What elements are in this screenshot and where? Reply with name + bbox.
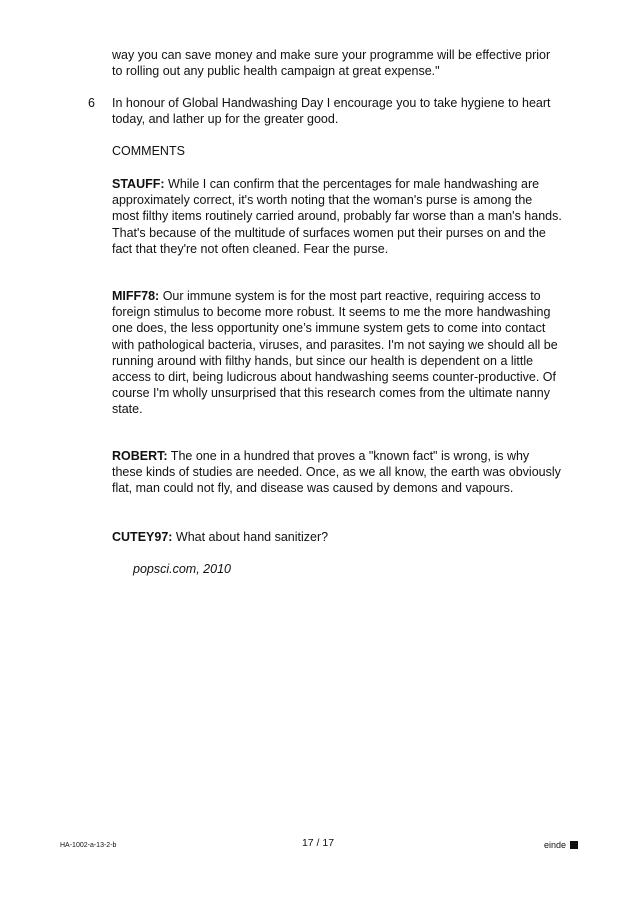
comment-robert [112, 448, 562, 497]
footer-end-label: einde [543, 840, 566, 850]
comments-heading: COMMENTS [112, 144, 185, 158]
footer-page-number: 17 / 17 [301, 837, 335, 849]
paragraph-6-text: In honour of Global Handwashing Day I encourage you to take hygiene to heart today, and lather up for the greater good. [112, 96, 551, 127]
comment-author: CUTEY97: [112, 530, 173, 544]
comment-author: ROBERT: [112, 449, 168, 463]
comment-text: The one in a hundred that proves a "known fact" is wrong, is why these kinds of studies are needed. Once, as we all know, the earth was obviously flat, man could not fly, and disease was caused by demons and vapours. [112, 449, 561, 496]
end-square-icon [570, 841, 578, 849]
footer-exam-code: HA-1002-a-13-2-b [60, 842, 117, 849]
footer-end-marker [544, 838, 578, 852]
comment-stauff [112, 176, 562, 257]
comment-text: What about hand sanitizer? [172, 530, 329, 544]
comment-text: While I can confirm that the percentages for male handwashing are approximately correct, it's worth noting that the woman's purse is among the most filthy items routinely carried around, probably far worse than a man's hands. That's because of the multitude of surfaces women put their purses on and the fact that they're not often cleaned. Fear the purse. [112, 177, 562, 256]
comment-cutey97 [112, 529, 562, 545]
comment-author: STAUFF: [112, 177, 165, 191]
comment-text: Our immune system is for the most part reactive, requiring access to foreign stimulus to become more robust. It seems to me the more handwashing one does, the less opportunity one’s immune system gets to come into contact with pathological bacteria, viruses, and parasites. I'm not saying we should all be running around with filthy hands, but since our health is dependent on a little access to dirt, being ludicrous about handwashing seems counter-productive. Of course I'm wholly unsurprised that this research comes from the ultimate nanny state. [112, 289, 558, 417]
source-citation: popsci.com, 2010 [133, 562, 231, 576]
comment-miff78 [112, 288, 562, 418]
paragraph-number: 6 [88, 96, 95, 110]
comment-author: MIFF78: [112, 289, 160, 303]
continuation-paragraph: way you can save money and make sure your programme will be effective prior to rolling out any public health campaign at great expense." [112, 48, 551, 79]
